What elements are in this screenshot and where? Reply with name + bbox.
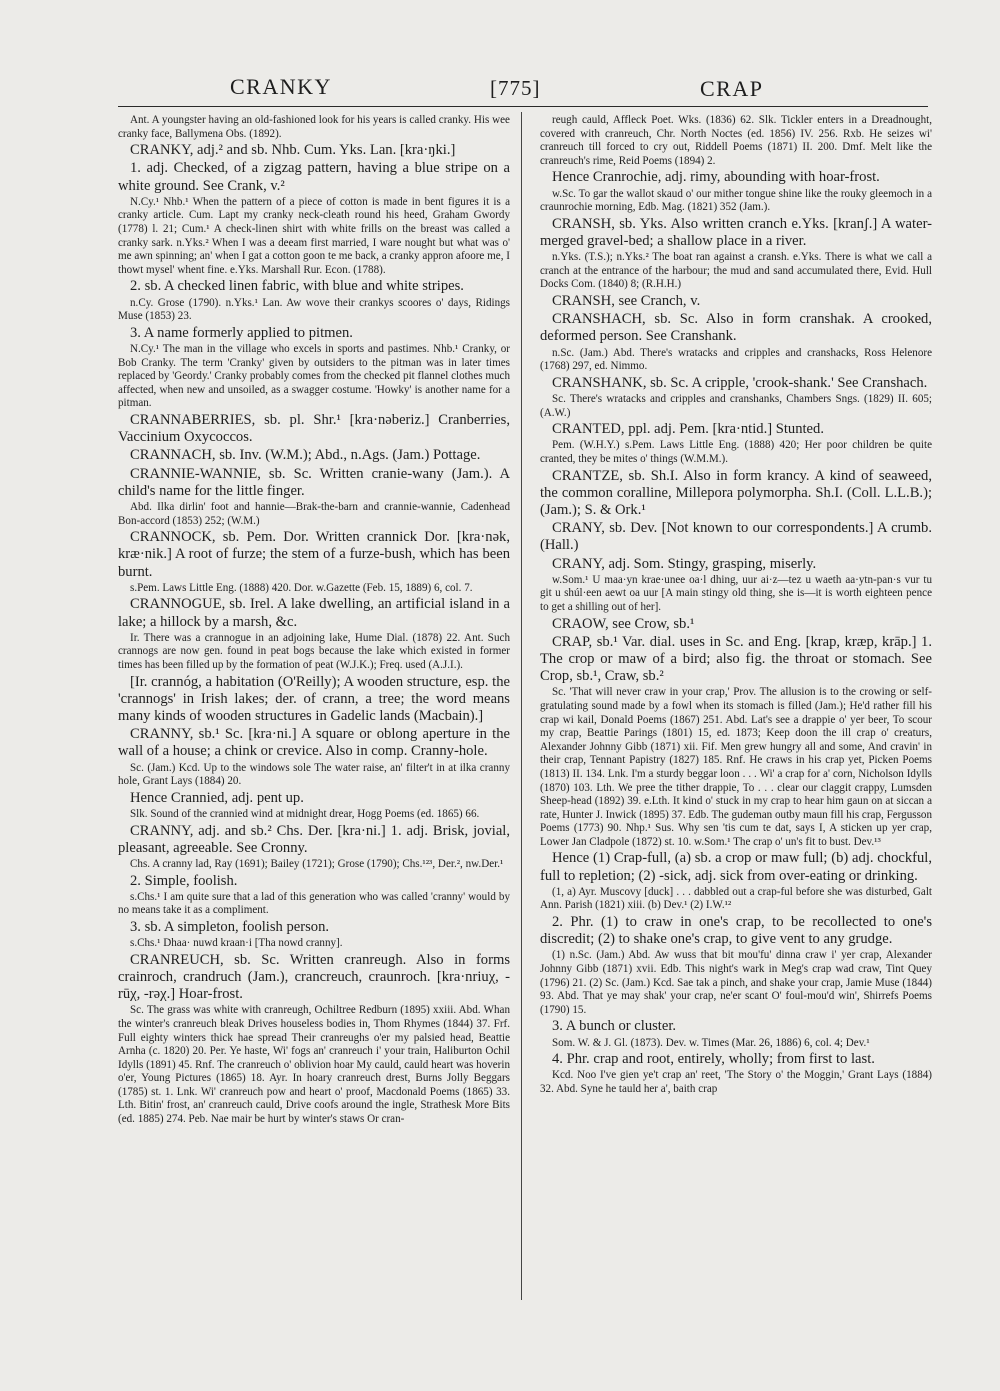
header-rule: [118, 106, 928, 107]
dictionary-entry: CRANSH, sb. Yks. Also written cranch e.Yks. [kranʃ.] A water-merged gravel-bed; a shallow place in a river.: [540, 215, 932, 249]
dictionary-entry: CRAP, sb.¹ Var. dial. uses in Sc. and Eng. [krap, kræp, krāp.] 1. The crop or maw of a bird; also fig. the throat or stomach. See Crop, sb.¹, Craw, sb.²: [540, 633, 932, 685]
left-column: [118, 114, 510, 1128]
dictionary-entry: CRANNIE-WANNIE, sb. Sc. Written cranie-wany (Jam.). A child's name for the little finger.: [118, 465, 510, 499]
dictionary-entry: 1. adj. Checked, of a zigzag pattern, having a blue stripe on a white ground. See Crank, v.²: [118, 160, 510, 194]
page-header: [110, 74, 940, 108]
column-divider: [521, 112, 522, 1300]
citation-text: N.Cy.¹ Nhb.¹ When the pattern of a piece of cotton is made in bent figures it is a cranky article. Cum. Lapt my cranky neck-cleath round his heed, Graham Gwordy (1778) l. 21; Cum.¹ A check-linen shirt with white frills on the breast was called a cranky sark. n.Yks.² When I was a deeam first married, I ware nought but what was o' me awn spinning; an' when I gat a cotton goon te me back, a cranky appron afoore me, I thowt mysel' whent fine. e.Yks. Marshall Rur. Econ. (1788).: [118, 195, 510, 276]
right-running-headword: CRAP: [700, 76, 764, 101]
citation-text: w.Som.¹ U maa·yn krae·unee oa·l dhing, uur ai·z—tez u waeth aa·ytn-pan·s vur tu git u shúl·een aewt oa uur [A main stingy old thing, she is—it is worth eighteen pence to get a shilling out of her].: [540, 573, 932, 613]
citation-text: n.Cy. Grose (1790). n.Yks.¹ Lan. Aw wove their crankys scoores o' days, Ridings Muse (1853) 23.: [118, 296, 510, 323]
dictionary-entry: CRANSHACH, sb. Sc. Also in form cranshak. A crooked, deformed person. See Cranshank.: [540, 311, 932, 345]
dictionary-entry: CRANNOGUE, sb. Irel. A lake dwelling, an artificial island in a lake; a hillock by a marsh, &c.: [118, 596, 510, 630]
dictionary-entry: CRANREUCH, sb. Sc. Written cranreugh. Also in forms crainroch, crandruch (Jam.), crancreuch, craunroch. [kra·nriuχ, -rūχ, -rəχ.] Hoar-frost.: [118, 951, 510, 1003]
dictionary-entry: Hence (1) Crap-full, (a) sb. a crop or maw full; (b) adj. chockful, full to repletion; (2) -sick, adj. sick from over-eating or drinking.: [540, 850, 932, 884]
citation-text: N.Cy.¹ The man in the village who excels in sports and pastimes. Nhb.¹ Cranky, or Bob Cranky. The term 'Cranky' given by outsiders to the pitman was in later times replaced by 'Geordy.' Cranky probably comes from the checked pit flannel clothes much affected, when new and unsoiled, as a swagger costume. 'Howky' is another name for a pitman.: [118, 342, 510, 410]
citation-text: Sc. The grass was white with cranreugh, Ochiltree Redburn (1895) xxiii. Abd. Whan the winter's cranreuch bleak Drives houseless bodies in, Thom Rhymes (1844) 37. Frf. Full eighty winters thick hae spread Their cranreughs o'er my palsied head, Beattie Arnha (c. 1820) 20. Per. Ye haste, Wi' fogs an' cranreuch i' your train, Haliburton Ochil Idylls (1891) 45. Rnf. The cranreuch o' oblivion hoar My cauld, cauld heart was hoverin o'er, Young Pictures (1865) 18. Ayr. In hoary cranreuch drest, Burns Jolly Beggars (1785) st. 1. Lnk. Wi' cranreuch pow and heart o' proof, Macdonald Poems (1865) 33. Lth. Bitin' frost, an' cranreuch cauld, Drive coofs around the ingle, Strathesk More Bits (ed. 1885) 274. Peb. Nae mair be hurt by winter's staws Or cran-: [118, 1004, 510, 1126]
dictionary-entry: [Ir. crannóg, a habitation (O'Reilly); A wooden structure, esp. the 'crannogs' in Irish lakes; der. of crann, a tree; the word means many kinds of wooden structures in Gadelic lands (Macbain).]: [118, 673, 510, 724]
citation-text: Kcd. Noo I've gien ye't crap an' reet, 'The Story o' the Moggin,' Grant Lays (1884) 32. Abd. Syne he tauld her a', baith crap: [540, 1069, 932, 1096]
dictionary-entry: CRAOW, see Crow, sb.¹: [552, 615, 695, 632]
dictionary-entry: 4. Phr. crap and root, entirely, wholly; from first to last.: [552, 1051, 875, 1068]
citation-text: n.Sc. (Jam.) Abd. There's wratacks and cripples and cranshacks, Ross Helenore (1768) 297, ed. Nimmo.: [540, 346, 932, 373]
citation-text: s.Chs.¹ I am quite sure that a lad of this generation who was called 'cranny' would by no means take it as a compliment.: [118, 890, 510, 917]
dictionary-entry: CRANSH, see Cranch, v.: [552, 292, 701, 309]
citation-text: Ir. There was a crannogue in an adjoining lake, Hume Dial. (1878) 22. Ant. Such crannogs are now gen. found in peat bogs because the lake which existed in former times has been filled up by the formation of peat (W.J.K.); Freq. used (A.J.I.).: [118, 631, 510, 671]
citation-text: (1) n.Sc. (Jam.) Abd. Aw wuss that bit mou'fu' dinna craw i' yer crap, Alexander Johnny Gibb (1871) xvii. Edb. This night's wark in Meg's crap wad craw, Tint Quey (1796) 21. (2) Sc. (Jam.) Kcd. Sae tak a pinch, and shake your crap, Jamie Muse (1844) 93. Abd. That ye may shak' your crap, ne'er scant O' foul-mou'd win', Shirrefs Poems (1790) 15.: [540, 949, 932, 1016]
citation-text: Som. W. & J. Gl. (1873). Dev. w. Times (Mar. 26, 1886) 6, col. 4; Dev.¹: [552, 1036, 870, 1049]
dictionary-entry: 2. Phr. (1) to craw in one's crap, to be recollected to one's discredit; (2) to shake one's crap, to give vent to any grudge.: [540, 914, 932, 948]
dictionary-entry: CRANY, sb. Dev. [Not known to our correspondents.] A crumb. (Hall.): [540, 520, 932, 554]
dictionary-entry: CRANTED, ppl. adj. Pem. [kra·ntid.] Stunted.: [552, 421, 824, 438]
dictionary-entry: 3. A name formerly applied to pitmen.: [130, 324, 353, 341]
dictionary-entry: CRANNOCK, sb. Pem. Dor. Written crannick Dor. [kra·nək, kræ·nik.] A root of furze; the stem of a furze-bush, which has been burnt.: [118, 529, 510, 580]
page-number: [775]: [490, 76, 541, 100]
dictionary-entry: 2. sb. A checked linen fabric, with blue and white stripes.: [130, 278, 464, 295]
dictionary-entry: CRANNY, adj. and sb.² Chs. Der. [kra·ni.] 1. adj. Brisk, jovial, pleasant, agreeable. See Cronny.: [118, 822, 510, 856]
dictionary-entry: CRANNY, sb.¹ Sc. [kra·ni.] A square or oblong aperture in the wall of a house; a chink or crevice. Also in comp. Cranny-hole.: [118, 726, 510, 760]
dictionary-entry: CRANY, adj. Som. Stingy, grasping, miserly.: [552, 555, 817, 572]
dictionary-entry: CRANNACH, sb. Inv. (W.M.); Abd., n.Ags. (Jam.) Pottage.: [130, 447, 481, 464]
citation-text: Pem. (W.H.Y.) s.Pem. Laws Little Eng. (1888) 420; Her poor children be quite cranted, they be mites o' things (W.M.M.).: [540, 439, 932, 465]
citation-text: Slk. Sound of the crannied wind at midnight drear, Hogg Poems (ed. 1865) 66.: [130, 807, 480, 820]
dictionary-entry: CRANSHANK, sb. Sc. A cripple, 'crook-shank.' See Cranshach.: [552, 374, 928, 391]
citation-text: s.Pem. Laws Little Eng. (1888) 420. Dor. w.Gazette (Feb. 15, 1889) 6, col. 7.: [130, 581, 473, 594]
citation-text: Ant. A youngster having an old-fashioned look for his years is called cranky. His wee cranky face, Ballymena Obs. (1892).: [118, 114, 510, 140]
citation-text: (1, a) Ayr. Muscovy [duck] . . . dabbled out a crap-ful before she was disturbed, Galt Ann. Parish (1821) xiii. (b) Dev.¹ (2) I.W.¹²: [540, 885, 932, 912]
dictionary-entry: CRANTZE, sb. Sh.I. Also in form krancy. A kind of seaweed, the common coralline, Millepora polymorpha. Sh.I. (Coll. L.L.B.); (Jam.); S. & Ork.¹: [540, 467, 932, 518]
citation-text: s.Chs.¹ Dhaa· nuwd kraan·i [Tha nowd cranny].: [130, 937, 343, 950]
dictionary-entry: 3. A bunch or cluster.: [552, 1018, 677, 1035]
citation-text: Sc. There's wratacks and cripples and cranshanks, Chambers Sngs. (1829) II. 605; (A.W.): [540, 392, 932, 419]
citation-text: Chs. A cranny lad, Ray (1691); Bailey (1721); Grose (1790); Chs.¹²³, Der.², nw.Der.¹: [130, 857, 504, 870]
citation-text: n.Yks. (T.S.); n.Yks.² The boat ran against a cransh. e.Yks. There is what we call a cranch at the entrance of the harbour; the mud and sand accumulated there, Evid. Hull Docks Com. (1840) 8; (R.H.H.): [540, 251, 932, 291]
dictionary-entry: CRANNABERRIES, sb. pl. Shr.¹ [kra·nəberiz.] Cranberries, Vaccinium Oxycoccos.: [118, 411, 510, 446]
dictionary-entry: 2. Simple, foolish.: [130, 872, 238, 889]
citation-text: w.Sc. To gar the wallot skaud o' our mither tongue shine like the rouky gleemoch in a craunrochie morning, Edb. Mag. (1821) 352 (Jam.).: [540, 187, 932, 214]
dictionary-entry: 3. sb. A simpleton, foolish person.: [130, 918, 330, 935]
citation-text: Sc. (Jam.) Kcd. Up to the windows sole The water raise, an' filter't in at ilka cranny hole, Grant Lays (1884) 20.: [118, 761, 510, 788]
citation-text: Abd. Ilka dirlin' foot and hannie—Brak-the-barn and crannie-wannie, Cadenhead Bon-accord (1853) 252; (W.M.): [118, 500, 510, 527]
citation-text: Sc. 'That will never craw in your crap,' Prov. The allusion is to the crowing or self-gratulating sound made by a fowl when its stomach is filled (Jam.); He'd rather fill his crap wi kail, Donald Poems (1867) 251. Abd. Lat's see a drappie o' yer beer, To scour my crap, Beattie Parings (1801) 15, ed. 1873; Keep doon the ill crap o' creaturs, Alexander Johnny Gibb (1871) xii. Fif. Men grew hungry all and some, And cravin' in their crap, Tennant Papistry (1827) 185. Rnf. He craws in his crap yet, Picken Poems (1813) II. 134. Lnk. I'm a sturdy beggar loon . . . Wi' a crap for a' corn, Nicholson Idylls (1870) 103. Lth. We pree the tither drappie, To . . . clear our claggit crappy, Lumsden Sheep-head (1892) 39. e.Lth. It kind o' stuck in my crap to hear him gaun on at siccan a rate, Hunter J. Inwick (1895) 37. Edb. The gudeman outby maun fill his crap, Fergusson Poems (1773) 90. Nhp.¹ Sus. Why sen 'tis cum te dat, says I, A sticken up yer crap, Lower Jan Cladpole (1872) st. 10. w.Som.¹ The crap o' un's fit to bust. Dev.¹³: [540, 686, 932, 848]
dictionary-entry: CRANKY, adj.² and sb. Nhb. Cum. Yks. Lan. [kra·ŋki.]: [130, 142, 456, 159]
dictionary-entry: Hence Cranrochie, adj. rimy, abounding with hoar-frost.: [552, 169, 880, 186]
dictionary-entry: Hence Crannied, adj. pent up.: [130, 789, 304, 806]
citation-text: reugh cauld, Affleck Poet. Wks. (1836) 62. Slk. Tickler enters in a Dreadnought, covered with cranreuch, Chr. North Noctes (ed. 1856) IV. 256. Rxb. He seizes wi' cranreuch till forced to cry out, Riddell Poems (1871) II. 200. Dmf. Melt like the cranreuch's rime, Reid Poems (1894) 2.: [540, 114, 932, 167]
right-column: [540, 114, 932, 1098]
left-running-headword: CRANKY: [230, 74, 332, 99]
